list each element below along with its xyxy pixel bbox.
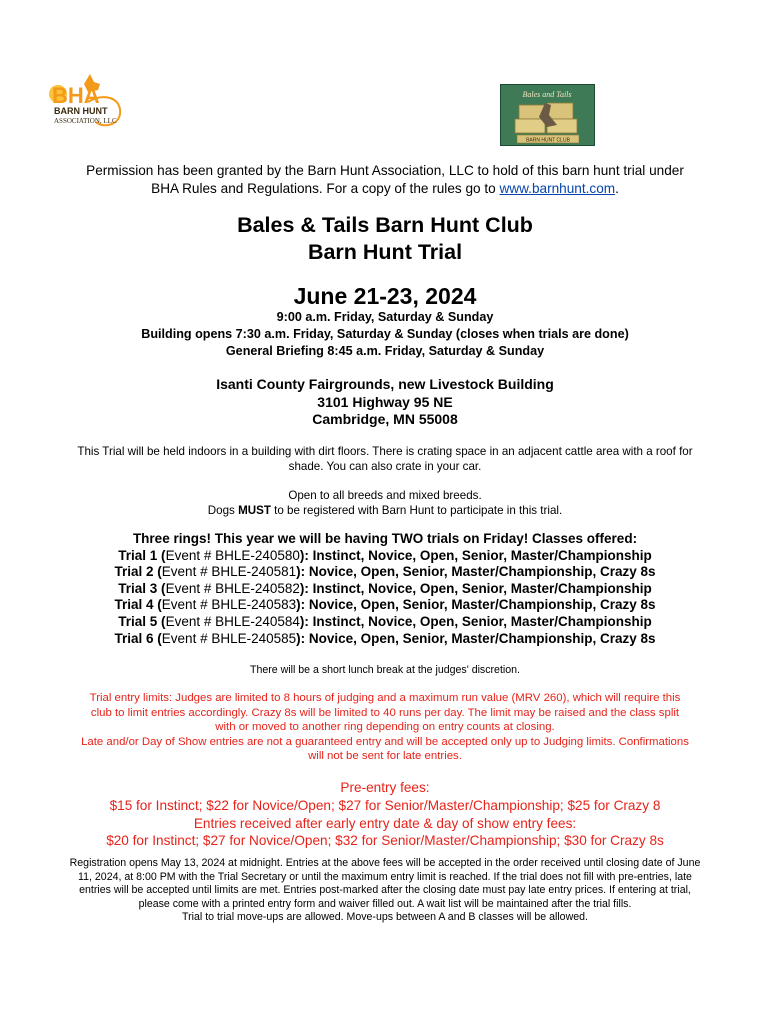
trial-classes: ): Instinct, Novice, Open, Senior, Master/Championship: [299, 547, 652, 563]
trial-classes: ): Novice, Open, Senior, Master/Championship, Crazy 8s: [296, 630, 656, 646]
trial-event-number: Event # BHLE-240581: [161, 564, 297, 580]
permission-line-2: [0, 180, 770, 198]
club-logo-graphic: [501, 85, 594, 145]
breeds-line-2: [0, 503, 770, 518]
registration-line-5: Trial to trial move-ups are allowed. Move-ups between A and B classes will be allowed.: [182, 911, 588, 923]
venue-street: 3101 Highway 95 NE: [317, 393, 453, 410]
permission-line-1: Permission has been granted by the Barn Hunt Association, LLC to hold of this barn hunt trial under: [86, 163, 684, 178]
registration-line-1: Registration opens May 13, 2024 at midnight. Entries at the above fees will be accepted in the order received until closing date of June: [69, 857, 701, 869]
breed-eligibility: [0, 488, 770, 518]
bha-logo-graphic: [44, 72, 128, 130]
registration-info: [0, 857, 770, 925]
trial-header: [0, 212, 770, 266]
club-logo-title: Bales and Tails: [522, 90, 572, 99]
briefing-time: General Briefing 8:45 a.m. Friday, Saturday & Sunday: [225, 344, 545, 358]
bha-logo: [44, 72, 128, 130]
trial-line: [0, 597, 770, 614]
indoor-line-1: This Trial will be held indoors in a building with dirt floors. There is crating space in an adjacent cattle area with a roof for: [77, 445, 693, 458]
trial-label: Trial 2 (: [114, 564, 162, 580]
trial-event-number: Event # BHLE-240584: [165, 613, 300, 629]
permission-line-2-suffix: .: [615, 181, 619, 196]
registration-line-2: 11, 2024, at 8:00 PM with the Trial Secretary or until the maximum entry limit is reached. If the trial does not fill with pre-entries, late: [78, 870, 692, 883]
start-time: 9:00 a.m. Friday, Saturday & Sunday: [276, 310, 494, 324]
trial-line: [0, 614, 770, 631]
indoor-info: [0, 444, 770, 474]
trial-line: [0, 548, 770, 565]
trial-event-number: Event # BHLE-240583: [161, 597, 297, 613]
venue-city: Cambridge, MN 55008: [312, 411, 458, 427]
entry-fees: [0, 779, 770, 850]
fees-late: $20 for Instinct; $27 for Novice/Open; $32 for Senior/Master/Championship; $30 for Crazy 8s: [106, 833, 664, 849]
trial-label: Trial 5 (: [118, 613, 166, 629]
limits-line-3: with or moved to another ring depending on entry counts at closing.: [215, 721, 555, 734]
entry-limits: [0, 691, 770, 764]
trial-label: Trial 1 (: [118, 547, 166, 563]
bha-name: BARN HUNT: [54, 106, 108, 116]
limits-line-4: Late and/or Day of Show entries are not a guaranteed entry and will be accepted only up to Judging limits. Confirmations: [81, 735, 689, 748]
trial-classes: ): Instinct, Novice, Open, Senior, Master/Championship: [299, 613, 652, 629]
fees-late-heading: Entries received after early entry date & day of show entry fees:: [193, 815, 577, 831]
venue-address: [0, 376, 770, 429]
limits-line-5: will not be sent for late entries.: [308, 750, 462, 763]
trial-classes: ): Instinct, Novice, Open, Senior, Master/Championship: [299, 580, 652, 596]
bha-sub: ASSOCIATION, LLC: [54, 117, 117, 125]
trial-times: [0, 309, 770, 360]
building-hours: Building opens 7:30 a.m. Friday, Saturday & Sunday (closes when trials are done): [141, 327, 629, 341]
trials-section: [0, 531, 770, 647]
trial-line: [0, 631, 770, 648]
trial-event-number: Event # BHLE-240585: [161, 630, 297, 646]
limits-line-2: club to limit entries accordingly. Crazy 8s will be limited to 40 runs per day. The limit may be raised and the class split: [90, 706, 680, 719]
trial-line: [0, 564, 770, 581]
venue-name: Isanti County Fairgrounds, new Livestock Building: [216, 376, 554, 392]
permission-statement: [0, 162, 770, 198]
hay-bale: [515, 119, 545, 133]
club-logo-subtitle: BARN HUNT CLUB: [526, 137, 570, 144]
club-name: Bales & Tails Barn Hunt Club: [237, 213, 533, 237]
registration-line-3: entries will be accepted until limits are met. Entries post-marked after the closing date must pay late entry prices. If entering at trial,: [79, 884, 691, 896]
trial-label: Trial 4 (: [114, 597, 162, 613]
fees-heading: Pre-entry fees:: [340, 780, 430, 795]
trials-intro: Three rings! This year we will be having TWO trials on Friday! Classes offered:: [132, 531, 638, 546]
trial-title: Barn Hunt Trial: [307, 240, 463, 264]
trial-list: [0, 548, 770, 648]
limits-line-1: Trial entry limits: Judges are limited to 8 hours of judging and a maximum run value (MRV 260), which will require this: [89, 692, 681, 704]
breeds-line-1: Open to all breeds and mixed breeds.: [288, 489, 482, 502]
barnhunt-link[interactable]: www.barnhunt.com: [499, 181, 616, 196]
breeds-line-2-suffix: to be registered with Barn Hunt to participate in this trial.: [270, 504, 563, 517]
trial-dates: June 21-23, 2024: [293, 283, 477, 309]
trial-classes: ): Novice, Open, Senior, Master/Championship, Crazy 8s: [296, 564, 656, 580]
trial-label: Trial 6 (: [114, 630, 162, 646]
trial-line: [0, 581, 770, 598]
club-logo: [500, 84, 595, 146]
indoor-line-2: shade. You can also crate in your car.: [288, 460, 482, 473]
trial-event-number: Event # BHLE-240580: [165, 547, 300, 563]
trial-event-number: Event # BHLE-240582: [165, 580, 300, 596]
breeds-must: MUST: [238, 504, 271, 517]
registration-line-4: please come with a printed entry form and waiver filled out. A wait list will be maintained after the trial fills.: [138, 897, 632, 910]
bha-letters: BHA: [52, 83, 100, 108]
fees-pre: $15 for Instinct; $22 for Novice/Open; $27 for Senior/Master/Championship; $25 for Crazy 8: [109, 797, 661, 813]
lunch-note: There will be a short lunch break at the judges' discretion.: [250, 664, 520, 676]
trial-classes: ): Novice, Open, Senior, Master/Championship, Crazy 8s: [296, 597, 656, 613]
breeds-line-2-prefix: Dogs: [207, 504, 239, 517]
permission-line-2-prefix: BHA Rules and Regulations. For a copy of the rules go to: [151, 181, 500, 196]
trial-label: Trial 3 (: [118, 580, 166, 596]
